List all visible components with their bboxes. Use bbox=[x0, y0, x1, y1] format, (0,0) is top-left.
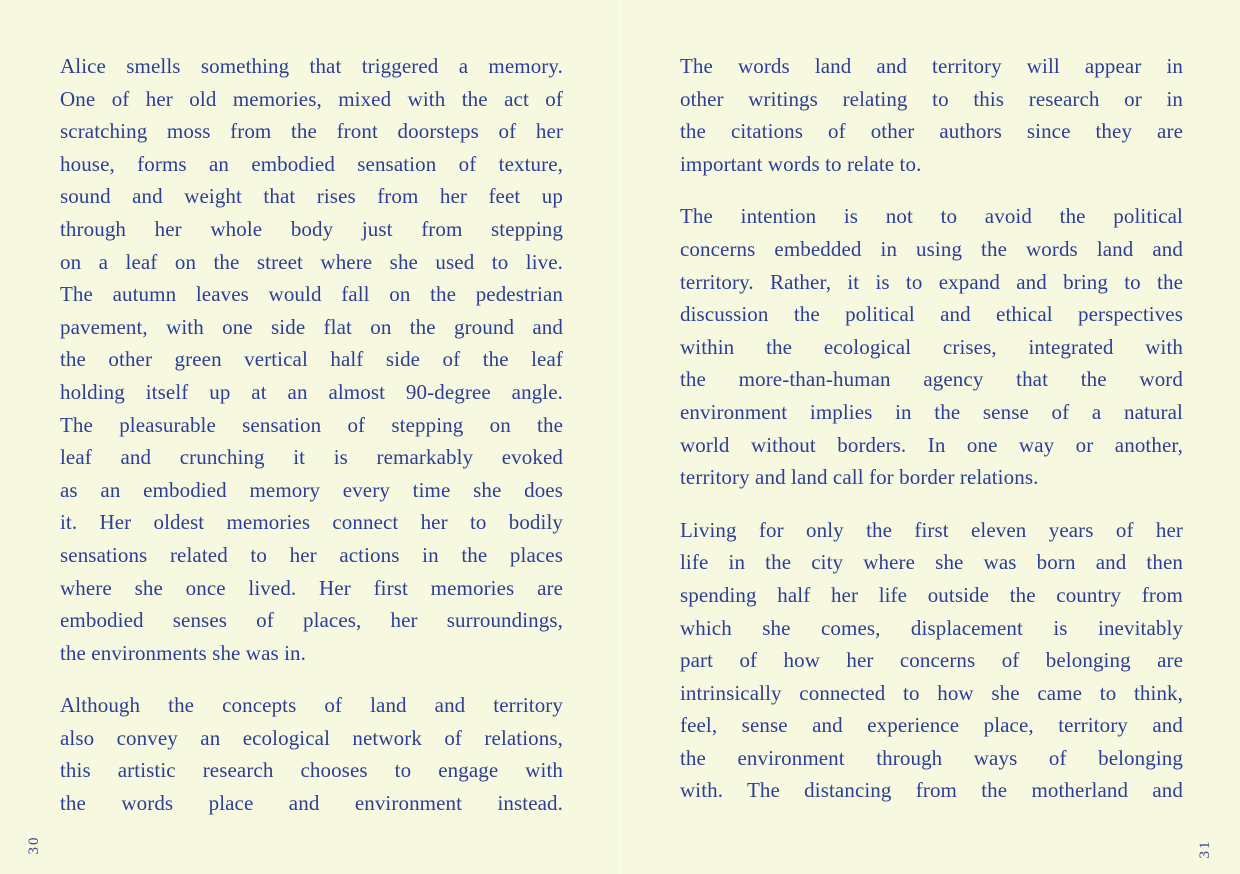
text-line: holding itself up at an almost 90-degree angle. bbox=[60, 379, 563, 404]
text-line: it. Her oldest memories connect her to bodily bbox=[60, 510, 563, 535]
text-line: pavement, with one side flat on the ground and bbox=[60, 314, 563, 339]
text-line: with. The distancing from the motherland and bbox=[680, 778, 1183, 803]
text-line: discussion the political and ethical perspectives bbox=[680, 302, 1183, 327]
text-line: leaf and crunching it is remarkably evoked bbox=[60, 445, 563, 470]
text-line: environment implies in the sense of a natural bbox=[680, 399, 1183, 424]
text-line: important words to relate to. bbox=[680, 151, 922, 176]
text-line: spending half her life outside the country from bbox=[680, 582, 1183, 607]
text-line: world without borders. In one way or another, bbox=[680, 432, 1183, 457]
text-line: other writings relating to this research or in bbox=[680, 86, 1183, 111]
page-gutter bbox=[619, 0, 621, 874]
text-line: territory. Rather, it is to expand and bring to the bbox=[680, 269, 1183, 294]
text-line: life in the city where she was born and then bbox=[680, 550, 1183, 575]
text-line: also convey an ecological network of relations, bbox=[60, 725, 563, 750]
text-line: sensations related to her actions in the places bbox=[60, 542, 563, 567]
paragraph bbox=[680, 200, 1183, 493]
paragraph bbox=[680, 50, 1183, 180]
text-line: Although the concepts of land and territory bbox=[60, 693, 563, 718]
paragraph bbox=[60, 689, 563, 819]
text-line: Living for only the first eleven years of her bbox=[680, 517, 1183, 542]
text-column-left bbox=[60, 50, 563, 820]
text-line: embodied senses of places, her surroundings, bbox=[60, 608, 563, 633]
text-line: The words land and territory will appear in bbox=[680, 54, 1183, 78]
text-line: as an embodied memory every time she does bbox=[60, 477, 563, 502]
paragraph bbox=[680, 514, 1183, 807]
text-line: the environment through ways of belonging bbox=[680, 745, 1183, 770]
page-number-left: 30 bbox=[25, 835, 42, 855]
text-line: house, forms an embodied sensation of texture, bbox=[60, 151, 563, 176]
text-line: Alice smells something that triggered a memory. bbox=[60, 54, 563, 78]
text-line: the environments she was in. bbox=[60, 640, 307, 665]
text-line: part of how her concerns of belonging are bbox=[680, 648, 1183, 673]
text-line: the words place and environment instead. bbox=[60, 791, 563, 816]
text-line: One of her old memories, mixed with the act of bbox=[60, 86, 563, 111]
text-line: The intention is not to avoid the political bbox=[680, 204, 1183, 229]
text-line: feel, sense and experience place, territory and bbox=[680, 713, 1183, 738]
text-line: intrinsically connected to how she came to think, bbox=[680, 680, 1183, 705]
text-line: within the ecological crises, integrated with bbox=[680, 334, 1183, 359]
text-line: The pleasurable sensation of stepping on the bbox=[60, 412, 563, 437]
text-line: scratching moss from the front doorsteps of her bbox=[60, 119, 563, 144]
page-right bbox=[620, 0, 1240, 874]
page-number-right: 31 bbox=[1196, 839, 1213, 859]
text-line: sound and weight that rises from her feet up bbox=[60, 184, 563, 209]
text-line: the citations of other authors since they are bbox=[680, 119, 1183, 144]
text-line: the other green vertical half side of the leaf bbox=[60, 347, 563, 372]
text-line: the more-than-human agency that the word bbox=[680, 367, 1183, 392]
text-line: through her whole body just from stepping bbox=[60, 216, 563, 241]
paragraph bbox=[60, 50, 563, 669]
text-line: this artistic research chooses to engage with bbox=[60, 758, 563, 783]
text-line: which she comes, displacement is inevitably bbox=[680, 615, 1183, 640]
text-column-right bbox=[680, 50, 1183, 807]
text-line: on a leaf on the street where she used to live. bbox=[60, 249, 563, 274]
text-line: where she once lived. Her first memories are bbox=[60, 575, 563, 600]
text-line: The autumn leaves would fall on the pedestrian bbox=[60, 282, 563, 307]
text-line: territory and land call for border relations. bbox=[680, 465, 1039, 490]
text-line: concerns embedded in using the words land and bbox=[680, 236, 1183, 261]
